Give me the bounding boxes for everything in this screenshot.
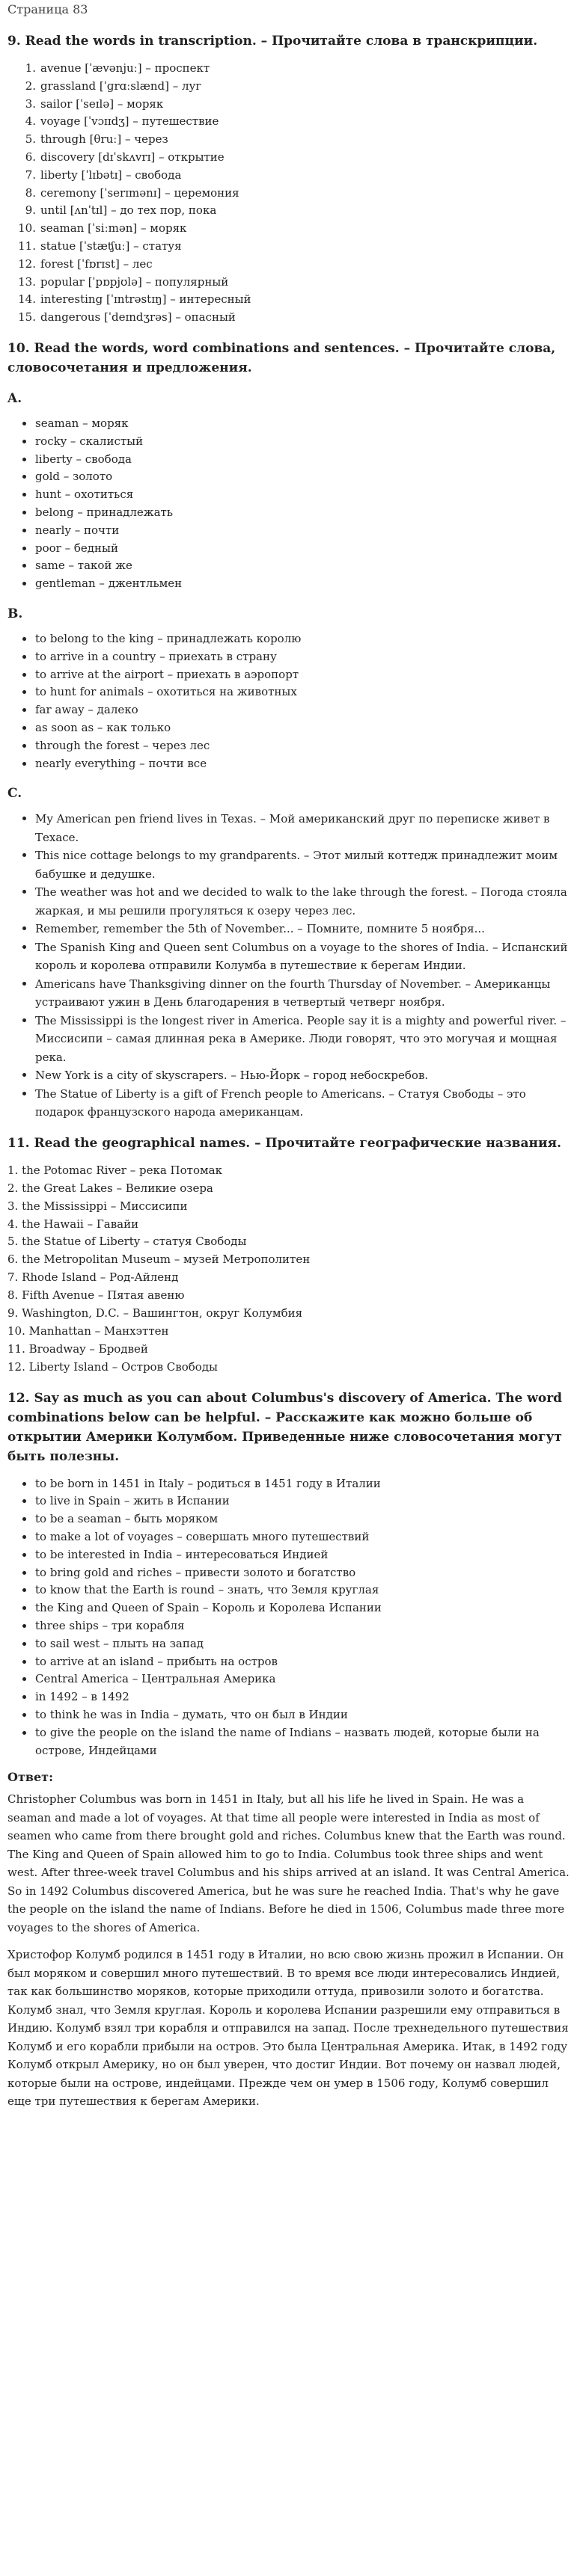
list-item: 7. Rhode Island – Род-Айленд: [7, 1270, 179, 1285]
list-item: in 1492 – в 1492: [22, 1688, 570, 1706]
list-item: to know that the Earth is round – знать, что Земля круглая: [22, 1581, 570, 1599]
list-item: to belong to the king – принадлежать королю: [22, 630, 570, 648]
list-item: 3. the Mississippi – Миссисипи: [7, 1199, 188, 1213]
list-item: The Mississippi is the longest river in America. People say it is a mighty and powerful river. – Миссисипи – самая длинная река в Америке. Люди говорят, что это могучая и мощная река.: [22, 1012, 570, 1067]
list-item: 12. forest [ˈfɒrɪst] – лес: [18, 256, 153, 271]
list-item: liberty – свобода: [22, 451, 570, 469]
list-item: 14. interesting [ˈɪntrəstɪŋ] – интересный: [18, 292, 251, 307]
subsection-a-label: A.: [7, 390, 22, 406]
exercise-9: [7, 31, 570, 327]
list-item: 5. through [θruː] – через: [25, 132, 168, 147]
exercise-12: [7, 1389, 570, 2111]
words-list: [7, 415, 570, 593]
list-item: The Spanish King and Queen sent Columbus on a voyage to the shores of India. – Испанский король и королева отправили Колумба в путешествие к берегам Индии.: [22, 938, 570, 975]
word-combinations-list: [7, 630, 570, 772]
transcription-list: [7, 60, 570, 327]
list-item: 11. Broadway – Бродвей: [7, 1341, 148, 1356]
list-item: 3. sailor [ˈseɪlə] – моряк: [25, 96, 164, 111]
exercise-10: [7, 339, 570, 1122]
list-item: 2. grassland [ˈɡrɑːslænd] – луг: [25, 79, 202, 93]
list-item: gold – золото: [22, 468, 570, 486]
list-item: to hunt for animals – охотиться на животных: [22, 683, 570, 701]
list-item: to give the people on the island the name of Indians – назвать людей, которые были на острове, Индейцами: [22, 1724, 570, 1760]
subsection-c-label: C.: [7, 786, 22, 802]
list-item: rocky – скалистый: [22, 433, 570, 451]
list-item: to be a seaman – быть моряком: [22, 1510, 570, 1528]
list-item: 2. the Great Lakes – Великие озера: [7, 1181, 213, 1195]
list-item: 1. avenue [ˈævənjuː] – проспект: [25, 61, 210, 75]
list-item: gentleman – джентльмен: [22, 575, 570, 593]
sentences-list: [7, 810, 570, 1122]
answer-russian: Христофор Колумб родился в 1451 году в Италии, но всю свою жизнь прожил в Испании. Он был моряком и совершил много путешествий. В то время все люди интересовались Индией, так как большинство моряков, которые приходили оттуда, привозили золото и богатства. Колумб знал, что Земля круглая. Король и королева Испании разрешили ему отправиться в Индию. Колумб взял три корабля и отправился на запад. После трехнедельного путешествия Колумб и его корабли прибыли на остров. Это была Центральная Америка. Итак, в 1492 году Колумб открыл Америку, но он был уверен, что достиг Индии. Вот почему он назвал людей, которые были на острове, индейцами. Прежде чем он умер в 1506 году, Колумб совершил еще три путешествия к берегам Америки.: [7, 1948, 569, 2109]
list-item: to arrive in a country – приехать в страну: [22, 648, 570, 666]
list-item: 10. seaman [ˈsiːmən] – моряк: [18, 221, 187, 236]
geographical-names-list: [7, 1162, 570, 1377]
list-item: 13. popular [ˈpɒpjʊlə] – популярный: [18, 274, 229, 289]
list-item: through the forest – через лес: [22, 737, 570, 755]
list-item: 9. until [ʌnˈtɪl] – до тех пор, пока: [25, 203, 217, 218]
list-item: 5. the Statue of Liberty – статуя Свободы: [7, 1235, 247, 1249]
list-item: New York is a city of skyscrapers. – Нью-Йорк – город небоскребов.: [22, 1066, 570, 1085]
answer-label: Ответ:: [7, 1770, 53, 1785]
list-item: 7. liberty [ˈlɪbətɪ] – свобода: [25, 167, 182, 182]
list-item: to make a lot of voyages – совершать много путешествий: [22, 1528, 570, 1546]
list-item: nearly everything – почти все: [22, 755, 570, 773]
list-item: 12. Liberty Island – Остров Свободы: [7, 1359, 218, 1374]
list-item: 8. ceremony [ˈserɪmənɪ] – церемония: [25, 185, 239, 200]
list-item: 4. the Hawaii – Гавайи: [7, 1217, 139, 1231]
answer-english: Christopher Columbus was born in 1451 in Italy, but all his life he lived in Spain. He was a seaman and made a lot of voyages. At that time all people were interested in India as most of seamen who came from there brought gold and riches. Columbus knew that the Earth was round. The King and Queen of Spain allowed him to go to India. Columbus took three ships and went west. After three-week travel Columbus and his ships arrived at an island. It was Central America. So in 1492 Columbus discovered America, but he was sure he reached India. That's why he gave the people on the island the name of Indians. Before he died in 1506, Columbus made three more voyages to the shores of America.: [7, 1792, 570, 1934]
list-item: 15. dangerous [ˈdeɪndʒrəs] – опасный: [18, 310, 236, 325]
list-item: Central America – Центральная Америка: [22, 1670, 570, 1688]
list-item: to bring gold and riches – привести золото и богатство: [22, 1564, 570, 1582]
exercise-12-heading: 12. Say as much as you can about Columbus's discovery of America. The word combinations below can be helpful. – Расскажите как можно больше об открытии Америки Колумбом. Приведенные ниже словосочетания могут быть полезны.: [7, 1390, 563, 1464]
list-item: hunt – охотиться: [22, 486, 570, 504]
list-item: as soon as – как только: [22, 719, 570, 737]
list-item: three ships – три корабля: [22, 1617, 570, 1635]
exercise-11-heading: 11. Read the geographical names. – Прочитайте географические названия.: [7, 1135, 562, 1151]
list-item: 11. statue [ˈstæʧuː] – статуя: [18, 239, 182, 253]
exercise-10-heading: 10. Read the words, word combinations and sentences. – Прочитайте слова, словосочетания и предложения.: [7, 340, 556, 375]
subsection-b-label: B.: [7, 606, 23, 621]
list-item: poor – бедный: [22, 540, 570, 558]
list-item: 1. the Potomac River – река Потомак: [7, 1163, 222, 1177]
list-item: 6. discovery [dɪˈskʌvrɪ] – открытие: [25, 150, 225, 164]
list-item: to be interested in India – интересоваться Индией: [22, 1546, 570, 1564]
list-item: 8. Fifth Avenue – Пятая авеню: [7, 1288, 185, 1303]
list-item: to sail west – плыть на запад: [22, 1635, 570, 1653]
list-item: The weather was hot and we decided to walk to the lake through the forest. – Погода стояла жаркая, и мы решили прогуляться к озеру через лес.: [22, 883, 570, 920]
list-item: nearly – почти: [22, 522, 570, 540]
list-item: My American pen friend lives in Texas. – Мой американский друг по переписке живет в Техасе.: [22, 810, 570, 846]
list-item: Remember, remember the 5th of November... – Помните, помните 5 ноября...: [22, 920, 570, 938]
list-item: Americans have Thanksgiving dinner on the fourth Thursday of November. – Американцы устраивают ужин в День благодарения в четвертый четверг ноября.: [22, 975, 570, 1012]
list-item: to live in Spain – жить в Испании: [22, 1493, 570, 1510]
list-item: to think he was in India – думать, что он был в Индии: [22, 1706, 570, 1724]
list-item: 6. the Metropolitan Museum – музей Метрополитен: [7, 1252, 311, 1267]
list-item: 10. Manhattan – Манхэттен: [7, 1324, 169, 1338]
page-number: Страница 83: [7, 2, 88, 16]
list-item: 4. voyage [ˈvɔɪɪdʒ] – путешествие: [25, 114, 219, 129]
list-item: belong – принадлежать: [22, 504, 570, 522]
list-item: 9. Washington, D.C. – Вашингтон, округ Колумбия: [7, 1306, 303, 1321]
list-item: same – такой же: [22, 557, 570, 575]
list-item: to arrive at the airport – приехать в аэропорт: [22, 666, 570, 684]
exercise-9-heading: 9. Read the words in transcription. – Прочитайте слова в транскрипции.: [7, 34, 538, 49]
list-item: This nice cottage belongs to my grandparents. – Этот милый коттедж принадлежит моим бабушке и дедушке.: [22, 846, 570, 883]
list-item: far away – далеко: [22, 701, 570, 719]
exercise-11: [7, 1134, 570, 1377]
list-item: the King and Queen of Spain – Король и Королева Испании: [22, 1599, 570, 1617]
helpful-combinations-list: [7, 1475, 570, 1760]
list-item: to be born in 1451 in Italy – родиться в 1451 году в Италии: [22, 1475, 570, 1493]
list-item: The Statue of Liberty is a gift of French people to Americans. – Статуя Свободы – это подарок французского народа американцам.: [22, 1085, 570, 1122]
list-item: to arrive at an island – прибыть на остров: [22, 1653, 570, 1671]
list-item: seaman – моряк: [22, 415, 570, 433]
